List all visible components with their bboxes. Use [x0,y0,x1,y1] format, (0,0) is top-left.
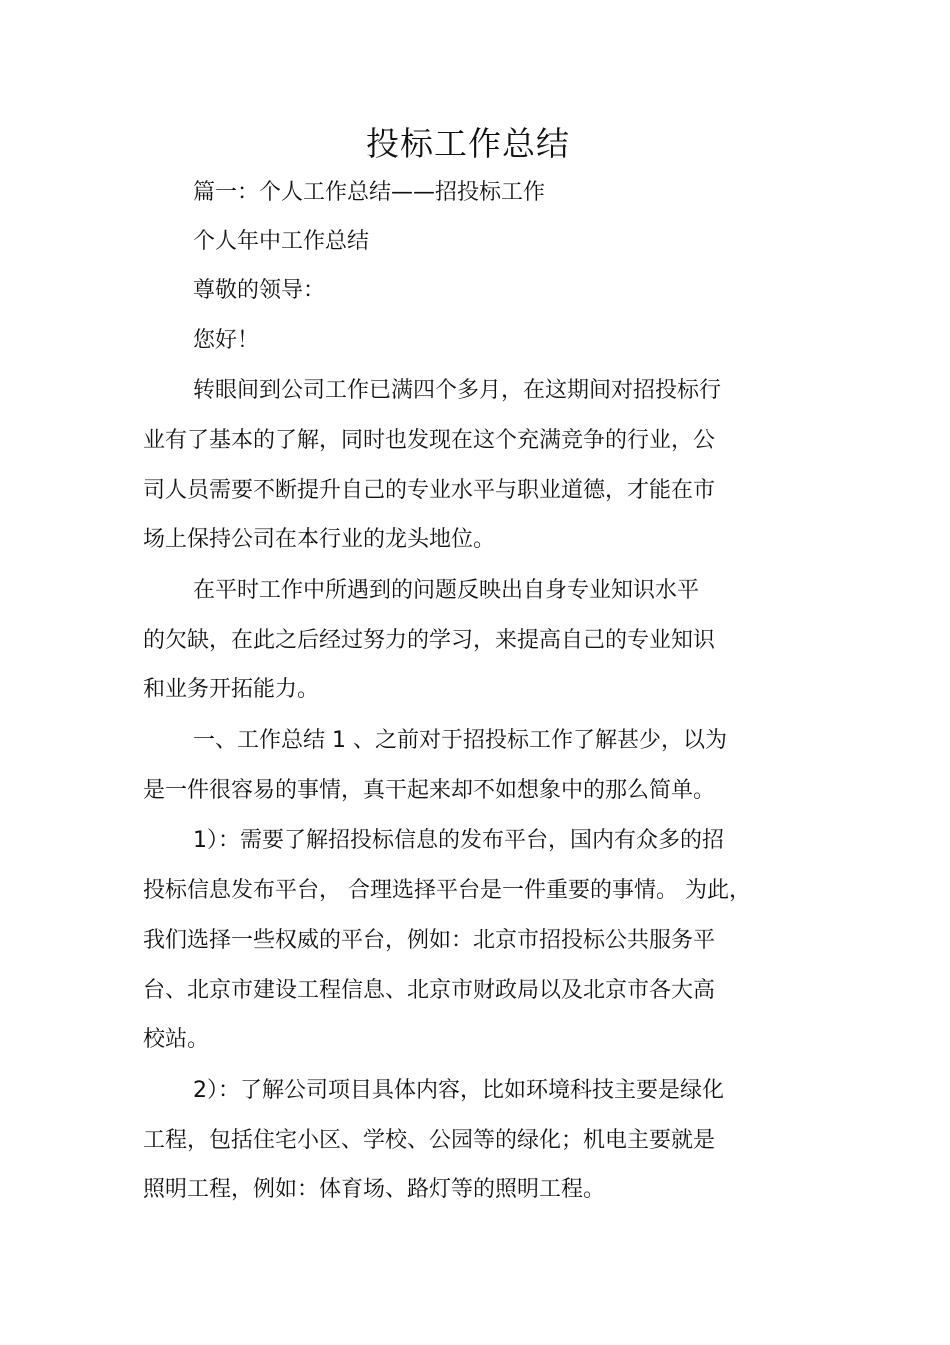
paragraph-line: 工程，包括住宅小区、学校、公园等的绿化；机电主要就是 [143,1128,716,1153]
greeting-line: 您好！ [193,328,260,353]
paragraph-line: 台、北京市建设工程信息、北京市财政局以及北京市各大高 [143,978,716,1003]
paragraph-line: 校站。 [143,1027,210,1052]
paragraph-line: 和业务开拓能力。 [143,677,320,702]
list-item-line: 2）：了解公司项目具体内容，比如环境科技主要是绿化 [193,1078,724,1103]
paragraph-line: 的欠缺，在此之后经过努力的学习，来提高自己的专业知识 [143,628,716,653]
paragraph-line: 在平时工作中所遇到的问题反映出自身专业知识水平 [193,578,700,603]
paragraph-line: 我们选择一些权威的平台，例如：北京市招投标公共服务平 [143,928,716,953]
paragraph-line: 司人员需要不断提升自己的专业水平与职业道德，才能在市 [143,478,716,503]
paragraph-line: 是一件很容易的事情，真干起来却不如想象中的那么简单。 [143,778,716,803]
document-title: 投标工作总结 [366,124,570,163]
salutation-line: 尊敬的领导： [193,278,326,303]
paragraph-line: 转眼间到公司工作已满四个多月，在这期间对招投标行 [193,378,722,403]
paragraph-line: 业有了基本的了解，同时也发现在这个充满竞争的行业，公 [143,428,716,453]
heading-line: 个人年中工作总结 [193,229,370,254]
paragraph-line: 投标信息发布平台， 合理选择平台是一件重要的事情。 为此， [143,878,751,903]
list-item-line: 1）：需要了解招投标信息的发布平台，国内有众多的招 [193,828,724,853]
section-heading-line: 一、工作总结 1 、之前对于招投标工作了解甚少，以为 [193,728,727,753]
paragraph-line: 照明工程，例如：体育场、路灯等的照明工程。 [143,1177,606,1202]
paragraph-line: 场上保持公司在本行业的龙头地位。 [143,527,496,552]
subtitle-line: 篇一：个人工作总结——招投标工作 [193,180,546,205]
